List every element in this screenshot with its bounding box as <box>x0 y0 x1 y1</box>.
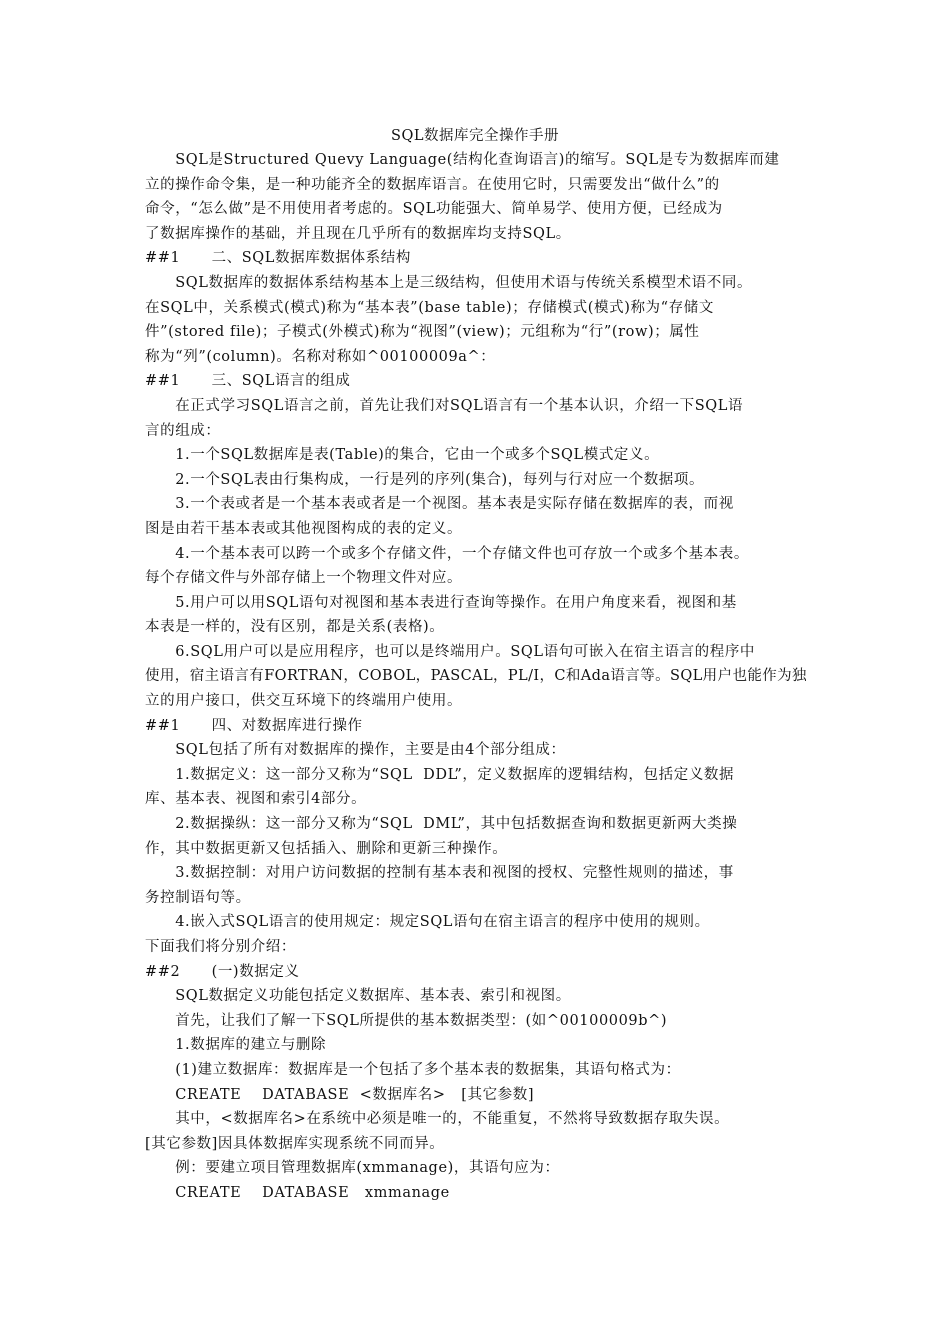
text-line: SQL数据库的数据体系结构基本上是三级结构，但使用术语与传统关系模型术语不同。 <box>145 274 753 291</box>
text-line: 立的用户接口，供交互环境下的终端用户使用。 <box>145 693 463 710</box>
text-line: 1.一个SQL数据库是表(Table)的集合，它由一个或多个SQL模式定义。 <box>145 447 660 464</box>
text-line: 在SQL中，关系模式(模式)称为“基本表”(base table)；存储模式(模式)称为“存储文 <box>145 299 714 316</box>
text-line: 使用，宿主语言有FORTRAN，COBOL，PASCAL，PL/I，C和Ada语言等。SQL用户也能作为独 <box>145 668 807 685</box>
document-body <box>145 148 807 1206</box>
text-line: 1.数据库的建立与删除 <box>145 1037 327 1054</box>
text-line: 4.嵌入式SQL语言的使用规定：规定SQL语句在宿主语言的程序中使用的规则。 <box>145 914 710 931</box>
section-heading: ##1 三、SQL语言的组成 <box>145 373 351 390</box>
document-title: SQL数据库完全操作手册 <box>391 128 559 144</box>
section-heading: ##1 二、SQL数据库数据体系结构 <box>145 250 411 267</box>
text-line: SQL包括了所有对数据库的操作，主要是由4个部分组成： <box>145 742 566 759</box>
code-line: CREATE DATABASE xmmanage <box>145 1184 450 1201</box>
text-line: 本表是一样的，没有区别，都是关系(表格)。 <box>145 619 445 636</box>
text-line: 了数据库操作的基础，并且现在几乎所有的数据库均支持SQL。 <box>145 225 571 242</box>
text-line: 例：要建立项目管理数据库(xmmanage)，其语句应为： <box>145 1160 560 1177</box>
text-line: 图是由若干基本表或其他视图构成的表的定义。 <box>145 520 463 537</box>
section-heading: ##1 四、对数据库进行操作 <box>145 717 363 734</box>
text-line: 2.一个SQL表由行集构成，一行是列的序列(集合)，每列与行对应一个数据项。 <box>145 471 705 488</box>
text-line: 其中，<数据库名>在系统中必须是唯一的，不能重复，不然将导致数据存取失误。 <box>145 1111 730 1128</box>
text-line: 首先，让我们了解一下SQL所提供的基本数据类型：(如^00100009b^) <box>145 1012 668 1029</box>
text-line: 库、基本表、视图和索引4部分。 <box>145 791 367 808</box>
text-line: 件”(stored file)；子模式(外模式)称为“视图”(view)；元组称为“行”(row)；属性 <box>145 324 700 341</box>
text-line: 每个存储文件与外部存储上一个物理文件对应。 <box>145 570 463 587</box>
text-line: 2.数据操纵：这一部分又称为“SQL DML”，其中包括数据查询和数据更新两大类操 <box>145 816 738 833</box>
text-line: [其它参数]因具体数据库实现系统不同而异。 <box>145 1135 445 1152</box>
text-line: (1)建立数据库：数据库是一个包括了多个基本表的数据集，其语句格式为： <box>145 1061 681 1078</box>
text-line: 下面我们将分别介绍： <box>145 939 296 955</box>
text-line: 4.一个基本表可以跨一个或多个存储文件，一个存储文件也可存放一个或多个基本表。 <box>145 545 749 562</box>
text-line: 命令，“怎么做”是不用使用者考虑的。SQL功能强大、简单易学、使用方便，已经成为 <box>145 201 723 218</box>
text-line: SQL是Structured Quevy Language(结构化查询语言)的缩写。SQL是专为数据库而建 <box>145 152 780 168</box>
text-line: 1.数据定义：这一部分又称为“SQL DDL”，定义数据库的逻辑结构，包括定义数据 <box>145 766 735 783</box>
section-heading: ##2 (一)数据定义 <box>145 963 300 980</box>
text-line: 称为“列”(column)。名称对称如^00100009a^： <box>145 348 496 365</box>
text-line: 言的组成： <box>145 422 221 439</box>
text-line: 6.SQL用户可以是应用程序，也可以是终端用户。SQL语句可嵌入在宿主语言的程序中 <box>145 643 756 660</box>
text-line: 立的操作命令集，是一种功能齐全的数据库语言。在使用它时，只需要发出“做什么”的 <box>145 176 720 193</box>
text-line: 5.用户可以用SQL语句对视图和基本表进行查询等操作。在用户角度来看，视图和基 <box>145 594 737 611</box>
text-line: 在正式学习SQL语言之前，首先让我们对SQL语言有一个基本认识，介绍一下SQL语 <box>145 397 744 414</box>
text-line: SQL数据定义功能包括定义数据库、基本表、索引和视图。 <box>145 988 571 1005</box>
text-line: 3.一个表或者是一个基本表或者是一个视图。基本表是实际存储在数据库的表，而视 <box>145 496 734 513</box>
text-line: 作，其中数据更新又包括插入、删除和更新三种操作。 <box>145 840 508 857</box>
text-line: 3.数据控制：对用户访问数据的控制有基本表和视图的授权、完整性规则的描述，事 <box>145 865 734 882</box>
code-line: CREATE DATABASE <数据库名> [其它参数] <box>145 1086 535 1103</box>
text-line: 务控制语句等。 <box>145 889 251 906</box>
